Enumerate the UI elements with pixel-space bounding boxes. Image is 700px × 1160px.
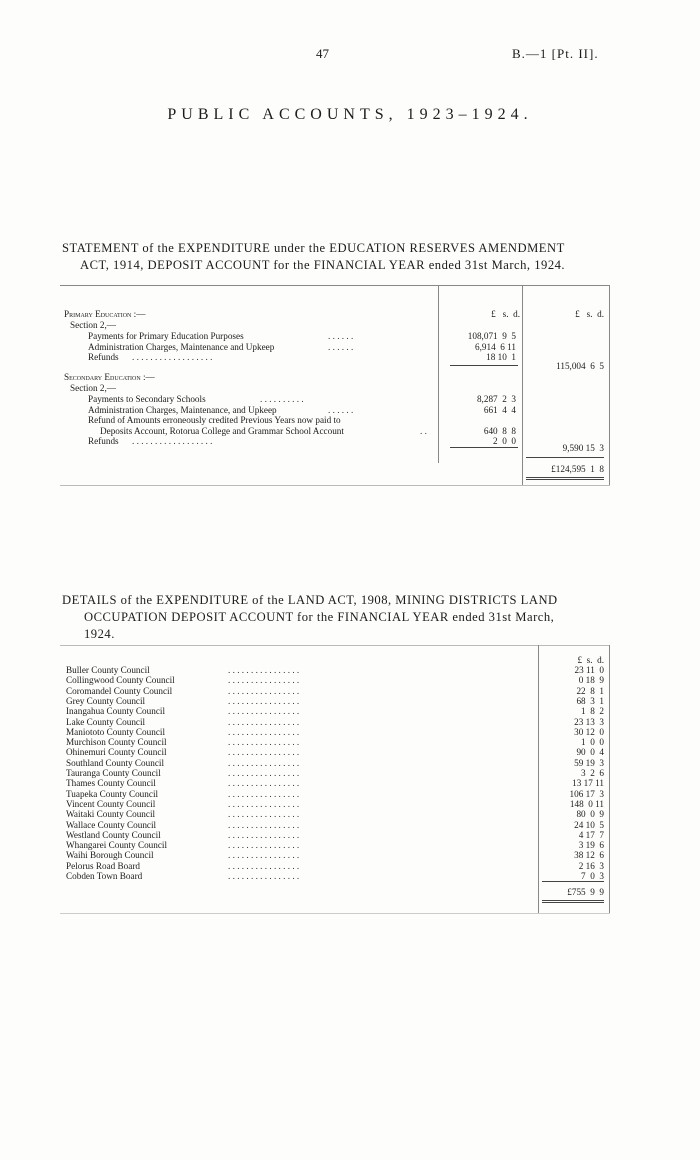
council-row-amount: 23 13 3 <box>574 716 604 727</box>
statement2-heading-line2: OCCUPATION DEPOSIT ACCOUNT for the FINANCIAL YEAR ended 31st March, <box>84 610 555 624</box>
council-row-amount: 2 16 3 <box>578 860 604 871</box>
table-bottom-rule <box>60 485 610 486</box>
council-row-amount: 90 0 4 <box>576 747 604 758</box>
council-row-amount: 59 19 3 <box>574 757 604 768</box>
page-number: 47 <box>316 46 329 61</box>
leader-dots: . . . . . . . . . . . . . . . . <box>228 716 300 727</box>
column-divider <box>522 285 523 485</box>
council-row-amount: 30 12 0 <box>574 726 604 737</box>
council-row-label: Wallace County Council <box>66 819 157 830</box>
council-row-amount: 4 17 7 <box>578 829 604 840</box>
leader-dots: . . . . . . . . . . . . . . . . <box>228 840 300 851</box>
leader-dots: . . . . . . <box>328 341 354 352</box>
leader-dots: . . . . . . . . . . . . . . . . <box>228 829 300 840</box>
primary-education-heading: Primary Education :— <box>64 309 146 319</box>
double-rule <box>526 477 604 478</box>
leader-dots: . . . . . . . . . . . . . . . . <box>228 757 300 768</box>
secondary-item-amount: 661 4 4 <box>483 404 516 415</box>
primary-item-label: Payments for Primary Education Purposes <box>88 331 244 341</box>
primary-total: 115,004 6 5 <box>556 361 604 371</box>
leader-dots: . . . . . . . . . . . . . . . . <box>228 747 300 758</box>
leader-dots: . . . . . . . . . . . . . . . . . . <box>132 352 213 363</box>
secondary-item-label: Refunds <box>88 436 119 447</box>
details-total: £755 9 9 <box>567 887 604 897</box>
leader-dots: . . . . . . . . . . . . . . . . <box>228 768 300 778</box>
council-row-label: Whangarei County Council <box>66 840 168 851</box>
secondary-section-label: Section 2,— <box>70 383 116 393</box>
statement1-heading-line2: ACT, 1914, DEPOSIT ACCOUNT for the FINANCIAL YEAR ended 31st March, 1924. <box>80 258 566 272</box>
secondary-item-amount: 8,287 2 3 <box>476 394 516 404</box>
council-row-amount: 24 10 5 <box>574 819 604 830</box>
double-rule <box>542 902 604 903</box>
council-row-label: Buller County Council <box>66 665 150 675</box>
column-divider <box>609 645 610 913</box>
leader-dots: . . . . . . . . . . . . . . . . <box>228 695 300 706</box>
leader-dots: . . . . . . . . . . . . . . . . <box>228 788 300 799</box>
council-row-label: Grey County Council <box>66 695 146 706</box>
council-row-amount: 0 18 9 <box>578 675 604 686</box>
column-header-total: £ s. d. <box>575 309 604 319</box>
statement2-heading <box>62 592 617 643</box>
leader-dots: . . . . . . . . . . . . . . . . <box>228 665 300 675</box>
leader-dots: . . . . . . . . . . . . . . . . <box>228 726 300 737</box>
council-row-amount: 1 8 2 <box>581 706 604 717</box>
council-row-label: Waitaki County Council <box>66 809 156 820</box>
council-row-amount: 38 12 6 <box>574 850 604 861</box>
council-row-label: Maniototo County Council <box>66 726 166 737</box>
total-rule <box>542 881 604 882</box>
primary-item-label: Administration Charges, Maintenance and Upkeep <box>88 341 275 352</box>
leader-dots: . . . . . . . . . . . . . . . . <box>228 798 300 809</box>
council-row-label: Cobden Town Board <box>66 871 143 881</box>
double-rule <box>542 900 604 901</box>
council-row-label: Westland County Council <box>66 829 161 840</box>
council-row-label: Tauranga County Council <box>66 768 161 778</box>
council-row-label: Southland County Council <box>66 757 165 768</box>
primary-item-amount: 108,071 9 5 <box>467 331 516 341</box>
statement1-heading-line1: STATEMENT of the EXPENDITURE under the EDUCATION RESERVES AMENDMENT <box>62 241 565 255</box>
council-row-label: Lake County Council <box>66 716 146 727</box>
leader-dots: . . . . . . <box>328 404 354 415</box>
leader-dots: . . . . . . . . . . . . . . . . <box>228 871 300 881</box>
leader-dots: . . . . . . . . . . . . . . . . <box>228 685 300 696</box>
secondary-item-amount: 640 8 8 <box>483 425 516 436</box>
leader-dots: . . . . . . . . . . . . . . . . <box>228 778 300 789</box>
subtotal-rule <box>450 447 518 448</box>
council-row-label: Coromandel County Council <box>66 685 173 696</box>
statement1-heading <box>62 240 617 274</box>
council-row-label: Waihi Borough Council <box>66 850 154 861</box>
statement2-heading-line1: DETAILS of the EXPENDITURE of the LAND ACT, 1908, MINING DISTRICTS LAND <box>62 593 558 607</box>
mining-districts-table <box>60 645 610 915</box>
column-divider <box>438 285 439 463</box>
secondary-item-amount: 2 0 0 <box>493 436 516 447</box>
secondary-item-label: Deposits Account, Rotorua College and Grammar School Account <box>100 425 344 436</box>
table-top-rule <box>60 285 610 286</box>
council-row-amount: 13 17 11 <box>572 778 604 789</box>
leader-dots: . . <box>420 425 427 436</box>
secondary-item-label: Payments to Secondary Schools <box>88 394 206 404</box>
column-divider <box>538 645 539 913</box>
council-row-amount: 7 0 3 <box>581 871 604 881</box>
grand-total: £124,595 1 8 <box>551 464 604 474</box>
council-row-label: Tuapeka County Council <box>66 788 159 799</box>
council-row-label: Vincent County Council <box>66 798 156 809</box>
table-top-rule <box>60 645 610 646</box>
column-divider <box>609 285 610 485</box>
secondary-education-heading: Secondary Education :— <box>64 372 155 382</box>
statement2-heading-line3: 1924. <box>84 627 115 641</box>
primary-section-label: Section 2,— <box>70 320 116 330</box>
council-row-amount: 23 11 0 <box>574 665 604 675</box>
council-row-label: Pelorus Road Board <box>66 860 141 871</box>
council-row-label: Thames County Council <box>66 778 156 789</box>
council-row-amount: 22 8 1 <box>576 685 604 696</box>
council-row-amount: 148 0 11 <box>569 798 604 809</box>
council-row-amount: 1 0 0 <box>581 737 604 748</box>
secondary-item-label: Administration Charges, Maintenance, and Upkeep <box>88 404 277 415</box>
council-row-amount: 68 3 1 <box>576 695 604 706</box>
leader-dots: . . . . . . . . . . . . . . . . <box>228 675 300 686</box>
education-reserves-table <box>60 285 610 490</box>
council-row-amount: 80 0 9 <box>576 809 604 820</box>
primary-item-label: Refunds <box>88 352 119 363</box>
leader-dots: . . . . . . . . . . . . . . . . <box>228 819 300 830</box>
council-row-amount: 106 17 3 <box>569 788 604 799</box>
column-header-amount: £ s. d. <box>577 655 604 665</box>
leader-dots: . . . . . . . . . . . . . . . . <box>228 860 300 871</box>
council-row-label: Inangahua County Council <box>66 706 166 717</box>
leader-dots: . . . . . . <box>328 331 354 341</box>
primary-item-amount: 18 10 1 <box>486 352 516 363</box>
column-header-amount: £ s. d. <box>491 309 520 319</box>
total-rule <box>526 457 604 458</box>
page-title: PUBLIC ACCOUNTS, 1923–1924. <box>167 106 533 123</box>
leader-dots: . . . . . . . . . . . . . . . . <box>228 706 300 717</box>
leader-dots: . . . . . . . . . . . . . . . . <box>228 809 300 820</box>
subtotal-rule <box>450 365 518 366</box>
council-row-label: Ohinemuri County Council <box>66 747 167 758</box>
council-row-label: Murchison County Council <box>66 737 167 748</box>
double-rule <box>526 479 604 480</box>
secondary-item-label: Refund of Amounts erroneously credited Previous Years now paid to <box>88 415 341 426</box>
leader-dots: . . . . . . . . . . . . . . . . <box>228 850 300 861</box>
council-row-label: Collingwood County Council <box>66 675 175 686</box>
council-row-amount: 3 19 6 <box>578 840 604 851</box>
table-bottom-rule <box>60 913 610 914</box>
secondary-total: 9,590 15 3 <box>562 443 604 453</box>
leader-dots: . . . . . . . . . . . . . . . . <box>228 737 300 748</box>
council-row-amount: 3 2 6 <box>581 768 604 778</box>
document-reference: B.—1 [Pt. II]. <box>512 46 599 61</box>
primary-item-amount: 6,914 6 11 <box>474 341 516 352</box>
leader-dots: . . . . . . . . . . . . . . . . . . <box>132 436 213 447</box>
leader-dots: . . . . . . . . . . <box>260 394 304 404</box>
